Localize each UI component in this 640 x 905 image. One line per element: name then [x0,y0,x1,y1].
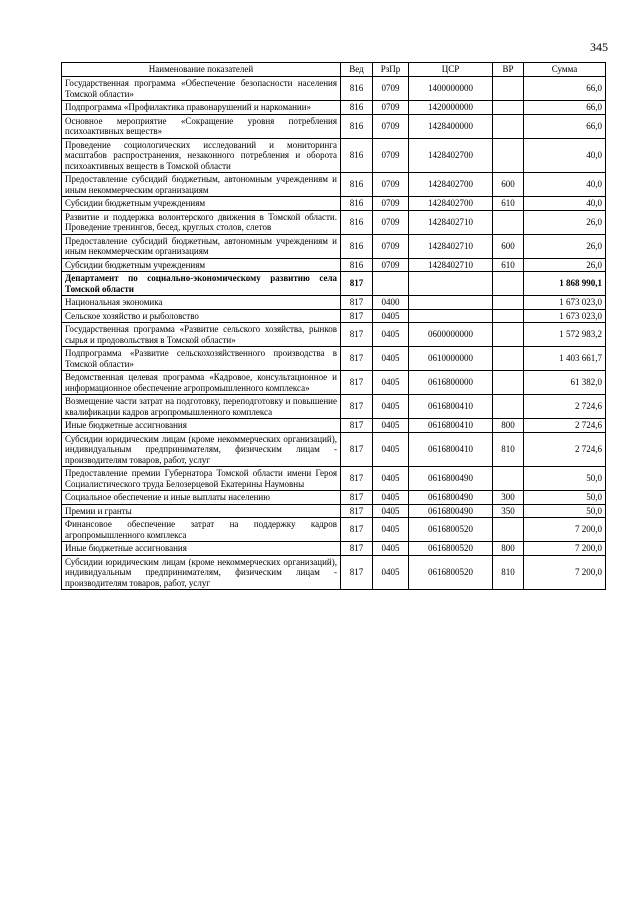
row-name-cell: Субсидии юридическим лицам (кроме некоммерческих организаций), индивидуальным предпринимателям, физическим лицам - производителям товаров, работ, услуг [62,555,341,590]
row-name-cell: Предоставление премии Губернатора Томской области имени Героя Социалистического труда Белозерцевой Екатерины Наумовны [62,467,341,491]
row-csr-cell: 0616800520 [409,518,493,542]
row-vr-cell: 810 [493,555,524,590]
row-sum-cell: 2 724,6 [524,419,606,433]
row-rzpr-cell: 0405 [373,518,409,542]
row-rzpr-cell: 0405 [373,347,409,371]
row-name-cell: Предоставление субсидий бюджетным, автономным учреждениям и иным некоммерческим организациям [62,234,341,258]
row-ved-cell: 817 [341,272,373,296]
row-sum-cell: 26,0 [524,210,606,234]
row-rzpr-cell: 0405 [373,395,409,419]
row-csr-cell: 0616800000 [409,371,493,395]
row-name-cell: Сельское хозяйство и рыболовство [62,309,341,323]
row-csr-cell: 0610000000 [409,347,493,371]
row-vr-cell: 800 [493,542,524,556]
row-vr-cell: 350 [493,504,524,518]
row-csr-cell: 1428400000 [409,114,493,138]
row-csr-cell: 0616800490 [409,491,493,505]
row-sum-cell: 1 868 990,1 [524,272,606,296]
table-row [62,309,606,323]
row-name-cell: Премии и гранты [62,504,341,518]
row-rzpr-cell: 0709 [373,197,409,211]
row-csr-cell: 1400000000 [409,77,493,101]
table-row [62,138,606,173]
row-sum-cell: 1 572 983,2 [524,323,606,347]
header-sum: Сумма [524,63,606,77]
row-csr-cell: 1428402710 [409,258,493,272]
row-name-cell: Проведение социологических исследований и мониторинга масштабов распространения, незаконного потребления и оборота психоактивных веществ в Томской области [62,138,341,173]
header-name: Наименование показателей [62,63,341,77]
row-vr-cell [493,395,524,419]
row-rzpr-cell: 0400 [373,296,409,310]
row-vr-cell: 610 [493,197,524,211]
table-row [62,542,606,556]
row-ved-cell: 817 [341,518,373,542]
row-name-cell: Национальная экономика [62,296,341,310]
table-row [62,258,606,272]
row-vr-cell [493,114,524,138]
row-sum-cell: 66,0 [524,114,606,138]
row-csr-cell [409,309,493,323]
row-ved-cell: 817 [341,504,373,518]
row-vr-cell [493,323,524,347]
row-sum-cell: 40,0 [524,173,606,197]
row-ved-cell: 817 [341,491,373,505]
row-name-cell: Субсидии юридическим лицам (кроме некоммерческих организаций), индивидуальным предпринимателям, физическим лицам - производителям товаров, работ, услуг [62,432,341,467]
row-ved-cell: 817 [341,467,373,491]
row-ved-cell: 816 [341,173,373,197]
row-csr-cell: 0616800520 [409,555,493,590]
row-vr-cell: 800 [493,419,524,433]
row-rzpr-cell: 0405 [373,309,409,323]
row-vr-cell [493,210,524,234]
row-name-cell: Иные бюджетные ассигнования [62,542,341,556]
row-csr-cell: 1428402700 [409,197,493,211]
row-vr-cell: 610 [493,258,524,272]
row-name-cell: Развитие и поддержка волонтерского движения в Томской области. Проведение тренингов, бесед, круглых столов, слетов [62,210,341,234]
row-sum-cell: 7 200,0 [524,542,606,556]
row-csr-cell: 0616800410 [409,419,493,433]
table-row [62,491,606,505]
row-rzpr-cell [373,272,409,296]
row-rzpr-cell: 0709 [373,101,409,115]
page-number: 345 [590,40,608,54]
row-ved-cell: 816 [341,197,373,211]
row-rzpr-cell: 0709 [373,258,409,272]
row-name-cell: Иные бюджетные ассигнования [62,419,341,433]
row-name-cell: Основное мероприятие «Сокращение уровня потребления психоактивных веществ» [62,114,341,138]
row-ved-cell: 817 [341,395,373,419]
row-csr-cell: 1420000000 [409,101,493,115]
row-sum-cell: 1 673 023,0 [524,309,606,323]
row-ved-cell: 817 [341,542,373,556]
header-rzpr: РзПр [373,63,409,77]
row-ved-cell: 817 [341,323,373,347]
header-row [62,63,606,77]
row-name-cell: Социальное обеспечение и иные выплаты населению [62,491,341,505]
row-name-cell: Предоставление субсидий бюджетным, автономным учреждениям и иным некоммерческим организациям [62,173,341,197]
row-sum-cell: 40,0 [524,138,606,173]
row-rzpr-cell: 0405 [373,323,409,347]
row-rzpr-cell: 0709 [373,210,409,234]
row-vr-cell: 600 [493,173,524,197]
row-rzpr-cell: 0405 [373,419,409,433]
row-sum-cell: 2 724,6 [524,395,606,419]
row-csr-cell [409,272,493,296]
row-vr-cell [493,138,524,173]
table-body [62,77,606,590]
table-row [62,504,606,518]
table-row [62,419,606,433]
header-vr: ВР [493,63,524,77]
row-rzpr-cell: 0709 [373,77,409,101]
table-row [62,197,606,211]
row-csr-cell: 1428402710 [409,234,493,258]
table-row [62,210,606,234]
row-rzpr-cell: 0405 [373,504,409,518]
row-name-cell: Государственная программа «Обеспечение безопасности населения Томской области» [62,77,341,101]
header-csr: ЦСР [409,63,493,77]
table-row [62,432,606,467]
row-sum-cell: 26,0 [524,258,606,272]
row-vr-cell [493,296,524,310]
row-csr-cell: 0616800490 [409,467,493,491]
row-name-cell: Субсидии бюджетным учреждениям [62,258,341,272]
row-rzpr-cell: 0405 [373,467,409,491]
row-csr-cell [409,296,493,310]
row-ved-cell: 817 [341,347,373,371]
row-ved-cell: 817 [341,296,373,310]
table-row [62,347,606,371]
row-sum-cell: 50,0 [524,491,606,505]
row-sum-cell: 50,0 [524,504,606,518]
row-csr-cell: 1428402700 [409,138,493,173]
row-csr-cell: 0616800410 [409,395,493,419]
row-vr-cell [493,77,524,101]
row-csr-cell: 1428402710 [409,210,493,234]
row-ved-cell: 816 [341,77,373,101]
row-vr-cell [493,518,524,542]
table-row [62,296,606,310]
row-rzpr-cell: 0405 [373,432,409,467]
row-csr-cell: 0600000000 [409,323,493,347]
row-rzpr-cell: 0709 [373,114,409,138]
row-vr-cell [493,101,524,115]
row-csr-cell: 0616800490 [409,504,493,518]
row-vr-cell [493,467,524,491]
row-vr-cell [493,309,524,323]
row-csr-cell: 0616800410 [409,432,493,467]
table-row [62,173,606,197]
table-row [62,77,606,101]
row-vr-cell [493,371,524,395]
row-sum-cell: 7 200,0 [524,518,606,542]
row-vr-cell: 810 [493,432,524,467]
table-row [62,101,606,115]
row-rzpr-cell: 0405 [373,542,409,556]
table-row [62,467,606,491]
table-header [62,63,606,77]
row-ved-cell: 816 [341,114,373,138]
row-name-cell: Департамент по социально-экономическому развитию села Томской области [62,272,341,296]
row-ved-cell: 817 [341,371,373,395]
row-ved-cell: 816 [341,210,373,234]
row-vr-cell [493,347,524,371]
row-rzpr-cell: 0709 [373,138,409,173]
row-csr-cell: 1428402700 [409,173,493,197]
row-sum-cell: 2 724,6 [524,432,606,467]
row-rzpr-cell: 0709 [373,173,409,197]
row-name-cell: Подпрограмма «Профилактика правонарушений и наркомании» [62,101,341,115]
row-rzpr-cell: 0709 [373,234,409,258]
row-sum-cell: 66,0 [524,77,606,101]
row-ved-cell: 817 [341,309,373,323]
table-row [62,114,606,138]
row-sum-cell: 26,0 [524,234,606,258]
table-row [62,272,606,296]
row-vr-cell [493,272,524,296]
table-row [62,395,606,419]
row-ved-cell: 817 [341,555,373,590]
table-row [62,555,606,590]
row-rzpr-cell: 0405 [373,555,409,590]
row-name-cell: Возмещение части затрат на подготовку, переподготовку и повышение квалификации кадров агропромышленного комплекса [62,395,341,419]
table-row [62,234,606,258]
row-rzpr-cell: 0405 [373,491,409,505]
row-ved-cell: 816 [341,258,373,272]
row-sum-cell: 61 382,0 [524,371,606,395]
row-ved-cell: 816 [341,234,373,258]
row-vr-cell: 300 [493,491,524,505]
row-name-cell: Подпрограмма «Развитие сельскохозяйственного производства в Томской области» [62,347,341,371]
row-name-cell: Финансовое обеспечение затрат на поддержку кадров агропромышленного комплекса [62,518,341,542]
table-row [62,323,606,347]
row-sum-cell: 66,0 [524,101,606,115]
table-row [62,518,606,542]
row-ved-cell: 817 [341,419,373,433]
row-name-cell: Субсидии бюджетным учреждениям [62,197,341,211]
row-sum-cell: 40,0 [524,197,606,211]
row-sum-cell: 1 403 661,7 [524,347,606,371]
row-vr-cell: 600 [493,234,524,258]
table-row [62,371,606,395]
row-csr-cell: 0616800520 [409,542,493,556]
header-ved: Вед [341,63,373,77]
row-name-cell: Ведомственная целевая программа «Кадровое, консультационное и информационное обеспечение агропромышленного комплекса» [62,371,341,395]
row-sum-cell: 7 200,0 [524,555,606,590]
row-rzpr-cell: 0405 [373,371,409,395]
row-ved-cell: 816 [341,101,373,115]
row-ved-cell: 816 [341,138,373,173]
row-name-cell: Государственная программа «Развитие сельского хозяйства, рынков сырья и продовольствия в Томской области» [62,323,341,347]
row-ved-cell: 817 [341,432,373,467]
row-sum-cell: 50,0 [524,467,606,491]
row-sum-cell: 1 673 023,0 [524,296,606,310]
budget-table [61,62,606,590]
